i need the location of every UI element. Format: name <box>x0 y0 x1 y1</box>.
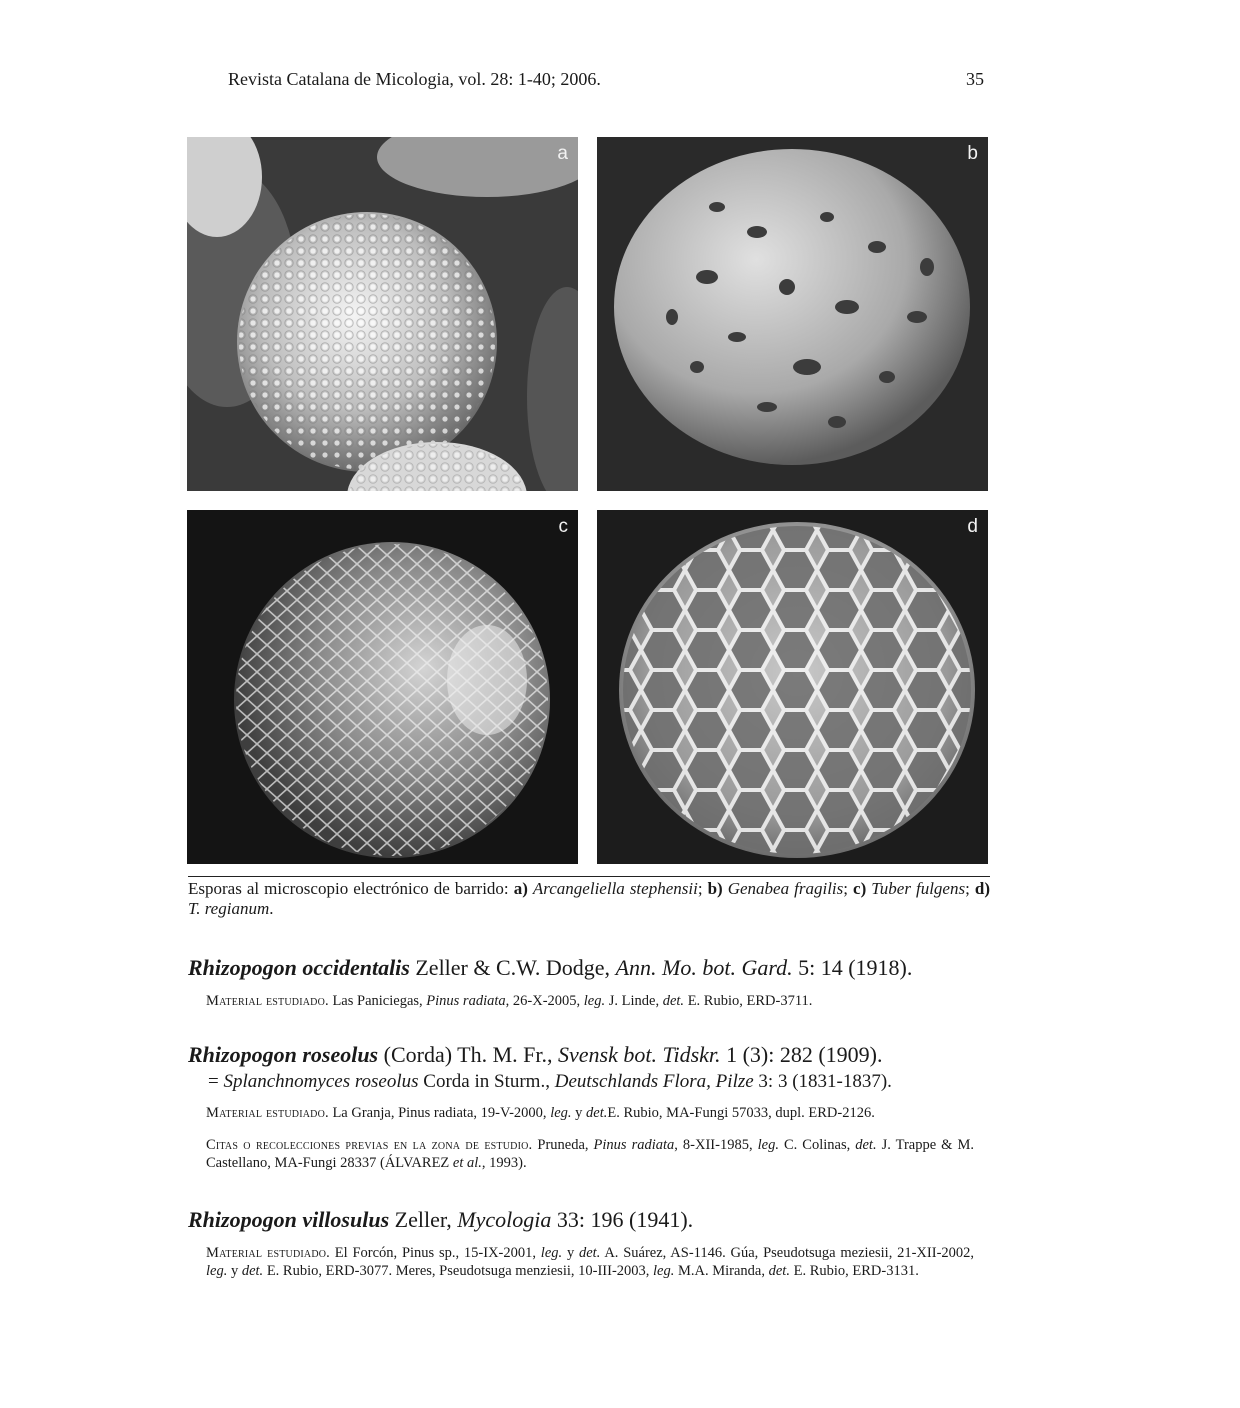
material-record-roseolus: Material estudiado. La Granja, Pinus radiata, 19-V-2000, leg. y det.E. Rubio, MA-Fungi 57033, dupl. ERD-2126. <box>206 1105 875 1121</box>
material-record-villosulus: Material estudiado. El Forcón, Pinus sp., 15-IX-2001, leg. y det. A. Suárez, AS-1146. Gúa, Pseudotsuga meziesii, 21-XII-2002, leg. y det. E. Rubio, ERD-3077. Meres, Pseudotsuga menziesii, 10-III-2003, leg. M.A. Miranda, det. E. Rubio, ERD-3131. <box>206 1245 975 1279</box>
journal-citation: Revista Catalana de Micologia, vol. 28: 1-40; 2006. <box>228 69 601 89</box>
spore-image-c <box>187 510 578 864</box>
species-heading-roseolus: Rhizopogon roseolus (Corda) Th. M. Fr., Svensk bot. Tidskr. 1 (3): 282 (1909). <box>188 1042 883 1067</box>
species-heading-occidentalis: Rhizopogon occidentalis Zeller & C.W. Dodge, Ann. Mo. bot. Gard. 5: 14 (1918). <box>188 955 913 980</box>
panel-label-c: c <box>558 516 568 537</box>
panel-label-a: a <box>557 143 568 164</box>
panel-label-d: d <box>967 516 978 537</box>
panel-label-b: b <box>967 143 978 164</box>
figure-panel-d <box>597 510 988 864</box>
caption-rule <box>188 876 990 877</box>
page-number: 35 <box>966 69 984 89</box>
spore-image-a <box>187 137 578 491</box>
figure-plate <box>187 137 988 856</box>
synonym-line: = Splanchnomyces roseolus Corda in Sturm., Deutschlands Flora, Pilze 3: 3 (1831-1837). <box>208 1071 892 1092</box>
material-record-occidentalis: Material estudiado. Las Paniciegas, Pinus radiata, 26-X-2005, leg. J. Linde, det. E. Rubio, ERD-3711. <box>206 993 813 1009</box>
figure-panel-b <box>597 137 988 491</box>
figure-panel-a <box>187 137 578 491</box>
species-heading-villosulus: Rhizopogon villosulus Zeller, Mycologia 33: 196 (1941). <box>188 1207 694 1232</box>
spore-image-b <box>597 137 988 491</box>
previous-records-roseolus: Citas o recolecciones previas en la zona de estudio. Pruneda, Pinus radiata, 8-XII-1985, leg. C. Colinas, det. J. Trappe & M. Castellano, MA-Fungi 28337 (ÁLVAREZ et al., 1993). <box>206 1137 974 1171</box>
figure-caption: Esporas al microscopio electrónico de barrido: a) Arcangeliella stephensii; b) Genabea fragilis; c) Tuber fulgens; d) T. regianum. <box>188 879 990 918</box>
figure-panel-c <box>187 510 578 864</box>
spore-image-d <box>597 510 988 864</box>
